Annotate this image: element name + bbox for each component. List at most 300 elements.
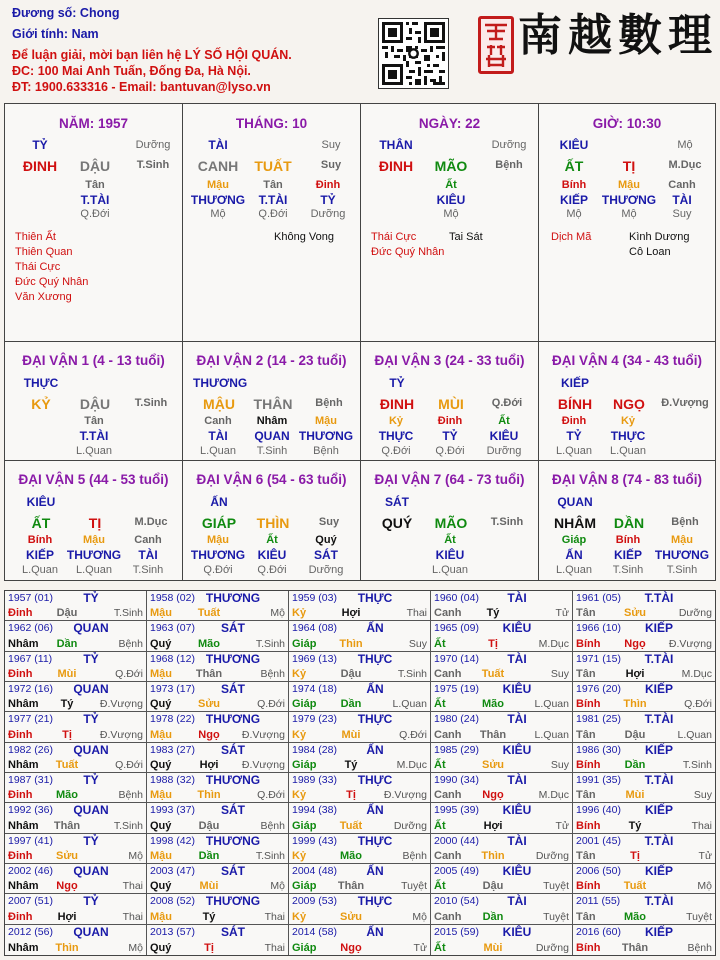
pillar-star: TÀI bbox=[208, 138, 228, 152]
year-cell bbox=[573, 743, 715, 773]
year-can: Nhâm bbox=[8, 638, 39, 650]
year-cell bbox=[289, 682, 431, 712]
hidden-life-stage: Dưỡng bbox=[308, 564, 344, 576]
hidden-stem: Canh bbox=[204, 415, 232, 427]
hidden-stem: Ất bbox=[266, 534, 278, 546]
pillar-title: GIỜ: 10:30 bbox=[592, 116, 662, 131]
year-label: 1975 (19) bbox=[434, 683, 479, 695]
year-life-stage: Đ.Vượng bbox=[241, 729, 285, 741]
hidden-stem: Kỷ bbox=[620, 415, 636, 427]
owner-name: Đương số: Chong bbox=[12, 6, 120, 20]
hidden-stem: Tân bbox=[85, 179, 105, 191]
dai-van-title: ĐẠI VẬN 5 (44 - 53 tuổi) bbox=[18, 472, 169, 487]
dai-van-star: QUAN bbox=[557, 495, 593, 509]
year-can: Bính bbox=[576, 942, 601, 954]
year-star: T.TÀI bbox=[644, 773, 674, 787]
year-star: THỰC bbox=[357, 652, 393, 666]
year-cell bbox=[573, 621, 715, 652]
year-label: 1986 (30) bbox=[576, 744, 621, 756]
year-star: TỶ bbox=[83, 712, 99, 726]
year-chi: Tuất bbox=[197, 607, 221, 619]
year-life-stage: Suy bbox=[693, 789, 712, 801]
year-life-stage: Thai bbox=[406, 607, 427, 619]
year-life-stage: Suy bbox=[550, 668, 569, 680]
pillar-can: ĐINH bbox=[22, 158, 58, 174]
year-label: 1988 (32) bbox=[150, 774, 195, 786]
year-cell bbox=[5, 712, 147, 743]
hidden-star: THỰC bbox=[378, 429, 414, 443]
hidden-stem: Mậu bbox=[207, 534, 229, 546]
special-star: Thái Cực bbox=[371, 231, 417, 243]
dai-van-life-stage: T.Sinh bbox=[134, 397, 168, 409]
hidden-stem: Bính bbox=[615, 534, 641, 546]
hidden-stem: Đinh bbox=[561, 415, 587, 427]
dai-van-can: QUÝ bbox=[381, 515, 413, 531]
year-can: Bính bbox=[576, 638, 601, 650]
year-star: KIẾP bbox=[644, 925, 673, 939]
year-cell bbox=[431, 652, 573, 682]
year-can: Mậu bbox=[150, 668, 172, 680]
year-chi: Tị bbox=[204, 942, 214, 954]
dai-van-star: ẤN bbox=[210, 495, 228, 509]
hidden-stem: Nhâm bbox=[256, 415, 288, 427]
year-label: 1958 (02) bbox=[150, 592, 195, 604]
dai-van-title: ĐẠI VẬN 2 (14 - 23 tuổi) bbox=[196, 353, 347, 368]
phone-email-line[interactable]: ĐT: 1900.633316 - Email: bantuvan@lyso.vn bbox=[12, 80, 271, 94]
pillar-life-stage: M.Dục bbox=[668, 159, 702, 171]
year-can: Canh bbox=[434, 668, 462, 680]
year-life-stage: Tử bbox=[698, 850, 712, 862]
dai-van-star: THƯƠNG bbox=[193, 376, 248, 390]
year-life-stage: Dưỡng bbox=[535, 942, 569, 954]
year-can: Ất bbox=[434, 638, 446, 650]
year-label: 2006 (50) bbox=[576, 865, 621, 877]
contact-line: Để luận giải, mời bạn liên hệ LÝ SỐ HỘI QUÁN. bbox=[12, 48, 292, 62]
year-star: THƯƠNG bbox=[205, 712, 261, 726]
dai-van-star: THỰC bbox=[23, 376, 59, 390]
year-label: 2016 (60) bbox=[576, 926, 621, 938]
year-chi: Tị bbox=[488, 638, 498, 650]
hidden-stem: Mậu bbox=[83, 534, 105, 546]
hidden-life-stage: T.Sinh bbox=[612, 564, 644, 576]
year-label: 1959 (03) bbox=[292, 592, 337, 604]
hidden-star: KIẾP bbox=[25, 548, 54, 562]
year-label: 1977 (21) bbox=[8, 713, 53, 725]
year-can: Ất bbox=[434, 942, 446, 954]
year-cell bbox=[289, 834, 431, 864]
year-cell bbox=[289, 864, 431, 894]
year-chi: Sửu bbox=[339, 911, 363, 923]
year-life-stage: Tử bbox=[413, 942, 427, 954]
year-cell bbox=[573, 864, 715, 894]
year-cell bbox=[573, 834, 715, 864]
year-can: Giáp bbox=[292, 698, 317, 710]
year-life-stage: Thai bbox=[264, 911, 285, 923]
year-cell bbox=[431, 591, 573, 621]
year-chi: Tuất bbox=[623, 880, 647, 892]
year-chi: Hợi bbox=[57, 911, 77, 923]
year-star: SÁT bbox=[221, 682, 245, 696]
hidden-star: T.TÀI bbox=[258, 193, 288, 207]
dai-van-can: KỶ bbox=[31, 396, 51, 412]
year-life-stage: Q.Đới bbox=[684, 698, 712, 710]
year-star: KIÊU bbox=[502, 743, 532, 757]
year-life-stage: Thai bbox=[691, 820, 712, 832]
special-stars-right bbox=[629, 230, 689, 260]
year-life-stage: L.Quan bbox=[392, 698, 427, 710]
hidden-star: THƯƠNG bbox=[298, 429, 354, 443]
hidden-stem: Mậu bbox=[207, 179, 229, 191]
dai-van-chi: MÙI bbox=[438, 396, 464, 412]
hidden-stem: Canh bbox=[668, 179, 696, 191]
year-star: KIÊU bbox=[502, 864, 532, 878]
hidden-stem: Canh bbox=[134, 534, 162, 546]
year-life-stage: Dưỡng bbox=[678, 607, 712, 619]
year-star: ẤN bbox=[366, 864, 384, 878]
year-life-stage: M.Dục bbox=[396, 759, 427, 771]
year-star: TỶ bbox=[83, 591, 99, 605]
pillar-star: KIÊU bbox=[559, 138, 589, 152]
year-star: QUAN bbox=[73, 743, 109, 757]
hidden-stem: Mậu bbox=[671, 534, 693, 546]
year-life-stage: L.Quan bbox=[534, 698, 569, 710]
year-chi: Tý bbox=[60, 698, 74, 710]
year-chi: Mão bbox=[624, 911, 646, 923]
year-chi: Ngọ bbox=[198, 729, 220, 741]
pillar-life-stage: Bệnh bbox=[495, 159, 523, 171]
year-chi: Hợi bbox=[341, 607, 361, 619]
year-can: Kỷ bbox=[292, 668, 307, 680]
year-cell bbox=[431, 834, 573, 864]
year-cell bbox=[289, 712, 431, 743]
dai-van-cell bbox=[183, 461, 361, 580]
hidden-life-stage: Mộ bbox=[443, 208, 459, 220]
chart-grid bbox=[4, 103, 716, 581]
year-cell bbox=[289, 652, 431, 682]
year-chi: Mão bbox=[56, 789, 78, 801]
year-chi: Dần bbox=[624, 759, 646, 771]
year-life-stage: Thai bbox=[122, 911, 143, 923]
year-label: 1976 (20) bbox=[576, 683, 621, 695]
year-star: ẤN bbox=[366, 803, 384, 817]
hidden-life-stage: L.Quan bbox=[21, 564, 59, 576]
year-cell bbox=[5, 621, 147, 652]
year-label: 1997 (41) bbox=[8, 835, 53, 847]
year-can: Tân bbox=[576, 668, 596, 680]
address-line: ĐC: 100 Mai Anh Tuấn, Đống Đa, Hà Nội. bbox=[12, 64, 251, 78]
year-life-stage: Bệnh bbox=[260, 820, 285, 832]
year-cell bbox=[431, 682, 573, 712]
dai-van-cell bbox=[539, 342, 715, 461]
year-can: Kỷ bbox=[292, 911, 307, 923]
year-can: Bính bbox=[576, 820, 601, 832]
hidden-star: TỶ bbox=[442, 429, 458, 443]
year-can: Bính bbox=[576, 698, 601, 710]
year-chi: Tý bbox=[202, 911, 216, 923]
year-star: KIÊU bbox=[502, 682, 532, 696]
pillar-title: NGÀY: 22 bbox=[418, 116, 481, 131]
special-star: Tai Sát bbox=[449, 231, 483, 243]
year-star: THỰC bbox=[357, 591, 393, 605]
special-star: Thiên Ất bbox=[15, 231, 56, 243]
year-can: Quý bbox=[150, 759, 172, 771]
year-can: Tân bbox=[576, 607, 596, 619]
dai-van-cell bbox=[539, 461, 715, 580]
year-label: 1967 (11) bbox=[8, 653, 53, 665]
dai-van-chi: DẦN bbox=[613, 515, 645, 531]
dai-van-life-stage: Bệnh bbox=[671, 516, 699, 528]
year-label: 2007 (51) bbox=[8, 895, 53, 907]
year-label: 2005 (49) bbox=[434, 865, 479, 877]
hidden-stem: Kỷ bbox=[388, 415, 404, 427]
year-chi: Dậu bbox=[56, 607, 78, 619]
year-can: Mậu bbox=[150, 850, 172, 862]
pillar-can: ẤT bbox=[564, 158, 584, 174]
hidden-stem: Ất bbox=[445, 179, 457, 191]
dai-van-title: ĐẠI VẬN 4 (34 - 43 tuổi) bbox=[551, 353, 703, 368]
year-life-stage: Q.Đới bbox=[257, 789, 285, 801]
special-star: Dịch Mã bbox=[551, 231, 592, 243]
year-life-stage: M.Dục bbox=[538, 789, 569, 801]
year-can: Mậu bbox=[150, 729, 172, 741]
year-star: SÁT bbox=[221, 621, 245, 635]
special-star: Thiên Quan bbox=[15, 246, 73, 258]
year-can: Mậu bbox=[150, 911, 172, 923]
year-can: Quý bbox=[150, 820, 172, 832]
year-can: Quý bbox=[150, 698, 172, 710]
dai-van-cell bbox=[361, 342, 539, 461]
brand-logo: 南越數理 bbox=[518, 10, 718, 61]
year-life-stage: Đ.Vượng bbox=[383, 789, 427, 801]
year-label: 1981 (25) bbox=[576, 713, 621, 725]
year-cell bbox=[431, 894, 573, 925]
year-life-stage: Đ.Vượng bbox=[99, 698, 143, 710]
year-can: Kỷ bbox=[292, 789, 307, 801]
hidden-stem: Tân bbox=[263, 179, 283, 191]
pillar-can: CANH bbox=[197, 158, 239, 174]
dai-van-life-stage: Bệnh bbox=[315, 397, 343, 409]
year-can: Mậu bbox=[150, 789, 172, 801]
year-cell bbox=[147, 773, 289, 803]
hidden-life-stage: L.Quan bbox=[199, 445, 237, 457]
hidden-star: KIÊU bbox=[435, 548, 465, 562]
hidden-life-stage: Suy bbox=[672, 208, 692, 220]
dai-van-can: MẬU bbox=[203, 396, 235, 412]
year-life-stage: T.Sinh bbox=[682, 759, 712, 771]
year-can: Canh bbox=[434, 850, 462, 862]
hidden-stem: Quý bbox=[315, 534, 337, 546]
year-life-stage: Tuyệt bbox=[543, 880, 569, 892]
dai-van-cell bbox=[361, 461, 539, 580]
year-cell bbox=[289, 773, 431, 803]
hidden-star: T.TÀI bbox=[80, 193, 110, 207]
year-chi: Dần bbox=[340, 698, 362, 710]
year-cell bbox=[431, 925, 573, 955]
pillar-chi: TUẤT bbox=[254, 158, 292, 174]
year-label: 1993 (37) bbox=[150, 804, 195, 816]
year-chi: Mùi bbox=[199, 880, 219, 892]
hidden-life-stage: Mộ bbox=[566, 208, 582, 220]
dai-van-can: GIÁP bbox=[201, 515, 237, 531]
header bbox=[0, 0, 720, 100]
year-life-stage: Bệnh bbox=[118, 789, 143, 801]
year-life-stage: Q.Đới bbox=[399, 729, 427, 741]
year-label: 2015 (59) bbox=[434, 926, 479, 938]
year-star: T.TÀI bbox=[644, 894, 674, 908]
hidden-life-stage: Bệnh bbox=[313, 445, 339, 457]
year-can: Nhâm bbox=[8, 698, 39, 710]
year-cell bbox=[431, 743, 573, 773]
year-can: Bính bbox=[576, 880, 601, 892]
dai-van-can: ĐINH bbox=[379, 396, 415, 412]
year-chi: Mùi bbox=[341, 729, 361, 741]
year-star: KIÊU bbox=[502, 803, 532, 817]
year-cell bbox=[289, 743, 431, 773]
year-chi: Sửu bbox=[623, 607, 647, 619]
year-life-stage: Q.Đới bbox=[115, 759, 143, 771]
year-can: Đinh bbox=[8, 789, 33, 801]
year-chi: Ngọ bbox=[340, 942, 362, 954]
year-cell bbox=[5, 803, 147, 834]
year-label: 1987 (31) bbox=[8, 774, 53, 786]
year-life-stage: Bệnh bbox=[687, 942, 712, 954]
year-star: SÁT bbox=[221, 864, 245, 878]
year-cell bbox=[573, 712, 715, 743]
year-label: 1982 (26) bbox=[8, 744, 53, 756]
pillar-month bbox=[183, 104, 361, 342]
year-life-stage: T.Sinh bbox=[113, 820, 143, 832]
year-can: Đinh bbox=[8, 850, 33, 862]
year-can: Quý bbox=[150, 942, 172, 954]
hidden-life-stage: Q.Đới bbox=[381, 445, 411, 457]
year-chi: Thìn bbox=[623, 698, 647, 710]
pillar-life-stage-top: Suy bbox=[321, 139, 341, 151]
year-can: Canh bbox=[434, 729, 462, 741]
year-life-stage: T.Sinh bbox=[397, 668, 427, 680]
year-star: QUAN bbox=[73, 682, 109, 696]
year-label: 2002 (46) bbox=[8, 865, 53, 877]
dai-van-life-stage: T.Sinh bbox=[490, 516, 524, 528]
year-can: Nhâm bbox=[8, 820, 39, 832]
year-star: TỶ bbox=[83, 834, 99, 848]
special-star: Thái Cực bbox=[15, 261, 61, 273]
year-life-stage: Bệnh bbox=[402, 850, 427, 862]
year-can: Nhâm bbox=[8, 759, 39, 771]
year-cell bbox=[147, 834, 289, 864]
year-label: 1966 (10) bbox=[576, 622, 621, 634]
year-life-stage: Q.Đới bbox=[115, 668, 143, 680]
hidden-stem: Bính bbox=[561, 179, 587, 191]
year-can: Bính bbox=[576, 759, 601, 771]
year-star: THƯƠNG bbox=[205, 652, 261, 666]
year-can: Đinh bbox=[8, 668, 33, 680]
pillar-chi: DẬU bbox=[79, 158, 111, 174]
year-chi: Tý bbox=[628, 820, 642, 832]
hidden-stem: Giáp bbox=[561, 534, 587, 546]
year-label: 1980 (24) bbox=[434, 713, 479, 725]
year-star: THƯƠNG bbox=[205, 834, 261, 848]
year-chi: Hợi bbox=[483, 820, 503, 832]
hidden-star: THƯƠNG bbox=[66, 548, 122, 562]
dai-van-star: KIẾP bbox=[560, 376, 589, 390]
year-cell bbox=[147, 894, 289, 925]
year-cell bbox=[147, 743, 289, 773]
year-label: 1972 (16) bbox=[8, 683, 53, 695]
hidden-life-stage: L.Quan bbox=[75, 445, 113, 457]
year-life-stage: Dưỡng bbox=[535, 850, 569, 862]
pillar-day bbox=[361, 104, 539, 342]
year-star: KIÊU bbox=[502, 925, 532, 939]
year-cell bbox=[5, 894, 147, 925]
year-chi: Dần bbox=[482, 911, 504, 923]
pillar-life-stage-top: Dưỡng bbox=[491, 139, 527, 151]
year-star: TÀI bbox=[507, 834, 527, 848]
dai-van-life-stage: Suy bbox=[318, 516, 340, 528]
hidden-star: TỶ bbox=[566, 429, 582, 443]
year-chi: Thìn bbox=[481, 850, 505, 862]
year-life-stage: L.Quan bbox=[534, 729, 569, 741]
hidden-life-stage: Dưỡng bbox=[486, 445, 522, 457]
year-can: Ất bbox=[434, 698, 446, 710]
year-life-stage: Mộ bbox=[270, 880, 285, 892]
year-chi: Dậu bbox=[624, 729, 646, 741]
year-cell bbox=[147, 925, 289, 955]
year-label: 2000 (44) bbox=[434, 835, 479, 847]
hidden-life-stage: Q.Đới bbox=[257, 564, 287, 576]
year-star: TÀI bbox=[507, 591, 527, 605]
year-life-stage: Đ.Vượng bbox=[99, 729, 143, 741]
year-chi: Dần bbox=[198, 850, 220, 862]
year-label: 1995 (39) bbox=[434, 804, 479, 816]
year-label: 1965 (09) bbox=[434, 622, 479, 634]
year-can: Ất bbox=[434, 880, 446, 892]
year-cell bbox=[5, 682, 147, 712]
year-chi: Thân bbox=[53, 820, 81, 832]
year-label: 1990 (34) bbox=[434, 774, 479, 786]
year-star: TỶ bbox=[83, 652, 99, 666]
year-life-stage: Đ.Vượng bbox=[241, 759, 285, 771]
year-cell bbox=[5, 591, 147, 621]
seal-stamp bbox=[478, 16, 514, 74]
hidden-stem: Đinh bbox=[315, 179, 341, 191]
pillar-star: TỶ bbox=[32, 138, 48, 152]
year-life-stage: Suy bbox=[408, 638, 427, 650]
gender: Giới tính: Nam bbox=[12, 27, 99, 41]
dai-van-can: ẤT bbox=[31, 515, 51, 531]
year-star: KIẾP bbox=[644, 621, 673, 635]
year-life-stage: T.Sinh bbox=[255, 850, 285, 862]
year-star: QUAN bbox=[73, 621, 109, 635]
year-label: 1998 (42) bbox=[150, 835, 195, 847]
hidden-star: KIÊU bbox=[489, 429, 519, 443]
year-label: 2012 (56) bbox=[8, 926, 53, 938]
year-life-stage: Tử bbox=[555, 607, 569, 619]
special-star: Cô Loan bbox=[629, 246, 671, 258]
year-cell bbox=[431, 712, 573, 743]
year-life-stage: Mộ bbox=[697, 880, 712, 892]
year-life-stage: L.Quan bbox=[677, 729, 712, 741]
hidden-life-stage: T.Sinh bbox=[132, 564, 164, 576]
year-chi: Thìn bbox=[339, 638, 363, 650]
special-star: Văn Xương bbox=[15, 291, 72, 303]
year-label: 1971 (15) bbox=[576, 653, 621, 665]
annual-table bbox=[4, 590, 716, 956]
year-chi: Mão bbox=[198, 638, 220, 650]
year-label: 1991 (35) bbox=[576, 774, 621, 786]
year-star: SÁT bbox=[221, 803, 245, 817]
dai-van-chi: DẬU bbox=[79, 396, 111, 412]
dai-van-title: ĐẠI VẬN 8 (74 - 83 tuổi) bbox=[551, 472, 703, 487]
